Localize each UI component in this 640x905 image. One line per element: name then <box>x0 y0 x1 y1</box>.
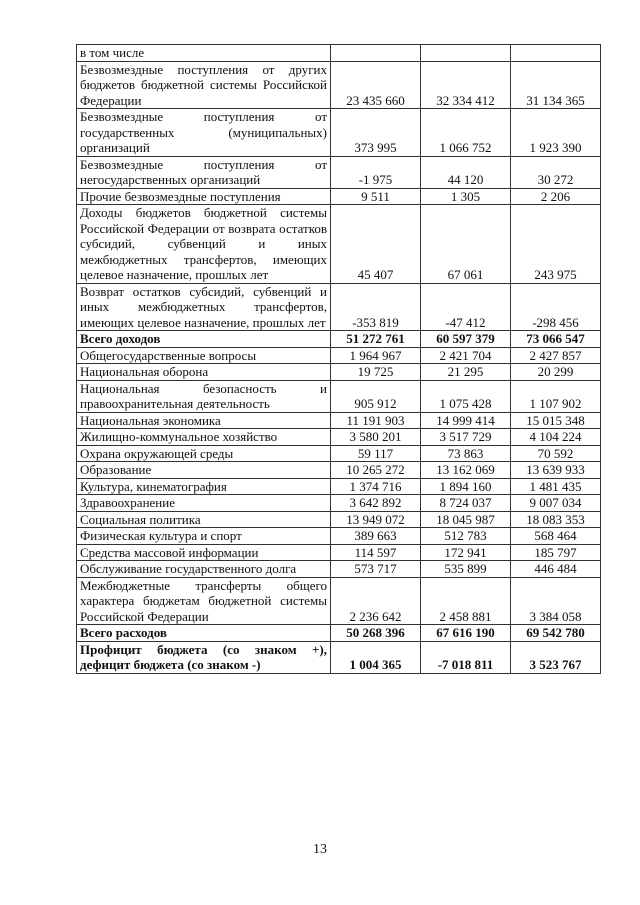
row-label: Охрана окружающей среды <box>77 445 331 462</box>
table-row <box>77 528 601 545</box>
value-cell: -1 975 <box>331 156 421 188</box>
table-row <box>77 577 601 625</box>
value-cell: 389 663 <box>331 528 421 545</box>
value-cell: 3 517 729 <box>421 429 511 446</box>
value-cell: 32 334 412 <box>421 61 511 109</box>
value-cell: 172 941 <box>421 544 511 561</box>
row-label: Жилищно-коммунальное хозяйство <box>77 429 331 446</box>
row-label: Обслуживание государственного долга <box>77 561 331 578</box>
value-cell: 73 066 547 <box>511 331 601 348</box>
table-row <box>77 445 601 462</box>
value-cell: -47 412 <box>421 283 511 331</box>
value-cell: 1 004 365 <box>331 641 421 673</box>
value-cell: 1 374 716 <box>331 478 421 495</box>
value-cell: -298 456 <box>511 283 601 331</box>
table-row <box>77 380 601 412</box>
value-cell: 31 134 365 <box>511 61 601 109</box>
budget-table <box>76 44 601 674</box>
row-label: Безвозмездные поступления от негосударственных организаций <box>77 156 331 188</box>
value-cell: 1 481 435 <box>511 478 601 495</box>
value-cell: 2 236 642 <box>331 577 421 625</box>
row-label: Здравоохранение <box>77 495 331 512</box>
table-row <box>77 347 601 364</box>
row-label: Межбюджетные трансферты общего характера бюджетам бюджетной системы Российской Федерации <box>77 577 331 625</box>
value-cell: 67 061 <box>421 205 511 284</box>
value-cell: 18 083 353 <box>511 511 601 528</box>
value-cell: 21 295 <box>421 364 511 381</box>
value-cell: 10 265 272 <box>331 462 421 479</box>
value-cell: 446 484 <box>511 561 601 578</box>
value-cell: 512 783 <box>421 528 511 545</box>
row-label: Прочие безвозмездные поступления <box>77 188 331 205</box>
value-cell: 14 999 414 <box>421 412 511 429</box>
value-cell: 73 863 <box>421 445 511 462</box>
row-label: Профицит бюджета (со знаком +), дефицит бюджета (со знаком -) <box>77 641 331 673</box>
value-cell: -353 819 <box>331 283 421 331</box>
table-row <box>77 462 601 479</box>
table-row <box>77 561 601 578</box>
value-cell: 70 592 <box>511 445 601 462</box>
row-label: Национальная безопасность и правоохранительная деятельность <box>77 380 331 412</box>
value-cell: 44 120 <box>421 156 511 188</box>
row-label: Доходы бюджетов бюджетной системы Российской Федерации от возврата остатков субсидий, субвенций и иных межбюджетных трансфертов, имеющих целевое назначение, прошлых лет <box>77 205 331 284</box>
row-label: Национальная экономика <box>77 412 331 429</box>
value-cell: 8 724 037 <box>421 495 511 512</box>
table-row <box>77 364 601 381</box>
page-number: 13 <box>313 842 327 857</box>
table-row <box>77 495 601 512</box>
value-cell: 2 421 704 <box>421 347 511 364</box>
value-cell: 535 899 <box>421 561 511 578</box>
table-row <box>77 45 601 62</box>
value-cell: 3 642 892 <box>331 495 421 512</box>
value-cell: 9 007 034 <box>511 495 601 512</box>
table-row <box>77 625 601 642</box>
value-cell: 20 299 <box>511 364 601 381</box>
value-cell: 67 616 190 <box>421 625 511 642</box>
value-cell: 3 523 767 <box>511 641 601 673</box>
table-row <box>77 478 601 495</box>
table-row <box>77 641 601 673</box>
row-label: Безвозмездные поступления от государственных (муниципальных) организаций <box>77 109 331 157</box>
table-row <box>77 61 601 109</box>
value-cell: 243 975 <box>511 205 601 284</box>
table-row <box>77 544 601 561</box>
row-label: Средства массовой информации <box>77 544 331 561</box>
value-cell <box>331 45 421 62</box>
value-cell: 1 066 752 <box>421 109 511 157</box>
value-cell: 573 717 <box>331 561 421 578</box>
value-cell: 9 511 <box>331 188 421 205</box>
value-cell: 50 268 396 <box>331 625 421 642</box>
row-label: Социальная политика <box>77 511 331 528</box>
value-cell: 13 949 072 <box>331 511 421 528</box>
value-cell: 15 015 348 <box>511 412 601 429</box>
value-cell: 13 162 069 <box>421 462 511 479</box>
value-cell: 19 725 <box>331 364 421 381</box>
value-cell: 18 045 987 <box>421 511 511 528</box>
row-label: Физическая культура и спорт <box>77 528 331 545</box>
value-cell: 45 407 <box>331 205 421 284</box>
value-cell: 1 107 902 <box>511 380 601 412</box>
value-cell: 51 272 761 <box>331 331 421 348</box>
value-cell: 2 206 <box>511 188 601 205</box>
value-cell: 3 580 201 <box>331 429 421 446</box>
row-label: Общегосударственные вопросы <box>77 347 331 364</box>
row-label: Культура, кинематография <box>77 478 331 495</box>
value-cell: 568 464 <box>511 528 601 545</box>
value-cell: -7 018 811 <box>421 641 511 673</box>
value-cell: 373 995 <box>331 109 421 157</box>
value-cell: 1 075 428 <box>421 380 511 412</box>
value-cell: 905 912 <box>331 380 421 412</box>
table-row <box>77 429 601 446</box>
value-cell: 4 104 224 <box>511 429 601 446</box>
value-cell <box>421 45 511 62</box>
budget-table-body <box>77 45 601 674</box>
value-cell: 59 117 <box>331 445 421 462</box>
value-cell: 1 305 <box>421 188 511 205</box>
value-cell: 1 964 967 <box>331 347 421 364</box>
value-cell: 69 542 780 <box>511 625 601 642</box>
row-label: Всего расходов <box>77 625 331 642</box>
table-row <box>77 412 601 429</box>
value-cell: 114 597 <box>331 544 421 561</box>
table-row <box>77 188 601 205</box>
value-cell <box>511 45 601 62</box>
value-cell: 3 384 058 <box>511 577 601 625</box>
value-cell: 13 639 933 <box>511 462 601 479</box>
row-label: Возврат остатков субсидий, субвенций и иных межбюджетных трансфертов, имеющих целевое назначение, прошлых лет <box>77 283 331 331</box>
value-cell: 1 894 160 <box>421 478 511 495</box>
table-row <box>77 109 601 157</box>
value-cell: 60 597 379 <box>421 331 511 348</box>
table-row <box>77 331 601 348</box>
row-label: Образование <box>77 462 331 479</box>
table-row <box>77 283 601 331</box>
row-label: Безвозмездные поступления от других бюджетов бюджетной системы Российской Федерации <box>77 61 331 109</box>
row-label: в том числе <box>77 45 331 62</box>
table-row <box>77 156 601 188</box>
table-row <box>77 205 601 284</box>
row-label: Всего доходов <box>77 331 331 348</box>
value-cell: 1 923 390 <box>511 109 601 157</box>
value-cell: 11 191 903 <box>331 412 421 429</box>
value-cell: 23 435 660 <box>331 61 421 109</box>
value-cell: 185 797 <box>511 544 601 561</box>
value-cell: 30 272 <box>511 156 601 188</box>
row-label: Национальная оборона <box>77 364 331 381</box>
value-cell: 2 458 881 <box>421 577 511 625</box>
value-cell: 2 427 857 <box>511 347 601 364</box>
table-row <box>77 511 601 528</box>
